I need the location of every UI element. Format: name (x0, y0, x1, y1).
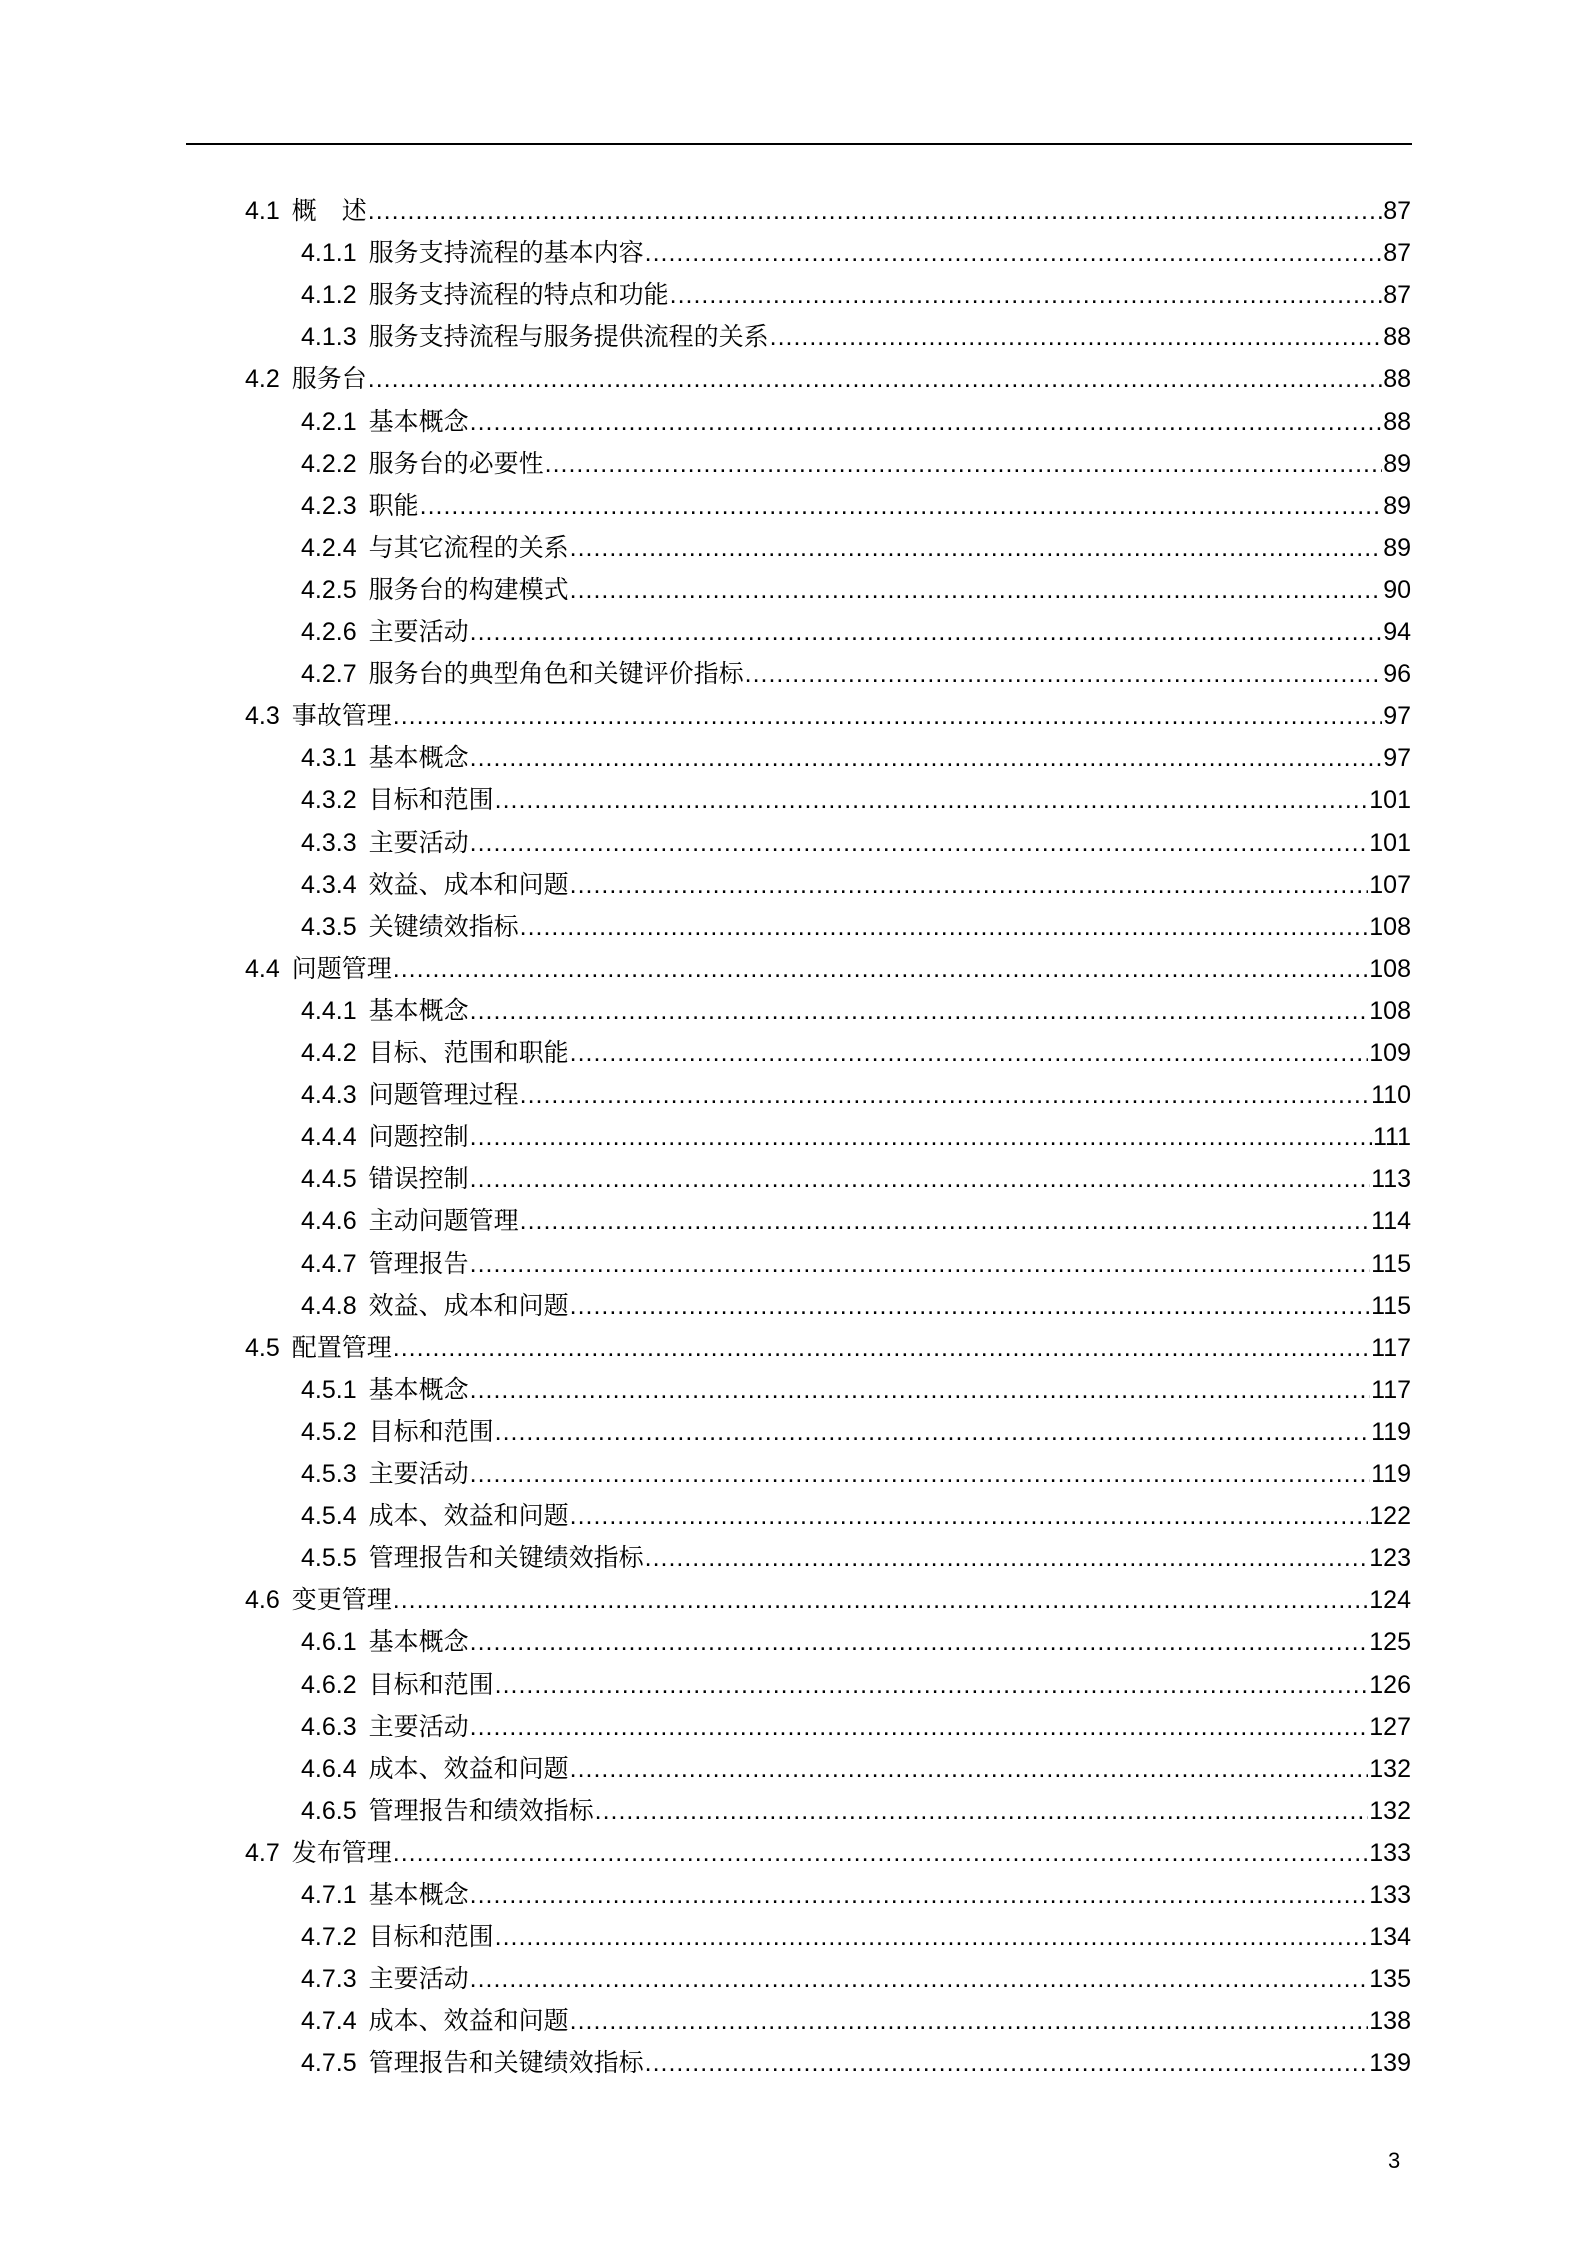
dot-leader (495, 779, 1369, 821)
toc-entry-number: 4.4.2 (301, 1039, 357, 1067)
toc-entry-number: 4.1.2 (301, 281, 357, 310)
dot-leader (520, 906, 1369, 948)
toc-subsection-link[interactable] (301, 864, 1411, 906)
toc-entry-number: 4.5.3 (301, 1460, 357, 1488)
dot-leader (470, 990, 1369, 1032)
dot-leader (470, 1158, 1371, 1200)
toc-entry-number: 4.5.2 (301, 1417, 357, 1446)
toc-entry-page: 114 (1371, 1207, 1411, 1236)
dot-leader (470, 401, 1383, 443)
toc-entry-page: 97 (1383, 744, 1411, 773)
toc-entry-number: 4.4.5 (301, 1165, 357, 1194)
toc-entry-number: 4.4.8 (301, 1291, 357, 1320)
toc-section-link[interactable] (245, 1832, 1411, 1874)
toc-entry-number: 4.6.3 (301, 1712, 357, 1741)
toc-entry-number: 4.1.3 (301, 323, 357, 352)
toc-entry-title: 概 述 (291, 197, 367, 225)
dot-leader (470, 822, 1369, 864)
toc-entry-number: 4.4.1 (301, 996, 357, 1025)
dot-leader (368, 190, 1382, 232)
toc-entry-page: 119 (1371, 1460, 1411, 1488)
toc-entry-title: 与其它流程的关系 (368, 533, 569, 562)
dot-leader (645, 232, 1383, 274)
toc-entry-number: 4.2.1 (301, 407, 357, 436)
toc-entry-title: 基本概念 (368, 1881, 469, 1909)
toc-entry-number: 4.5.5 (301, 1544, 357, 1573)
toc-entry-page: 138 (1369, 2007, 1411, 2036)
dot-leader (570, 527, 1383, 569)
toc-entry-title: 变更管理 (291, 1586, 392, 1615)
toc-entry-title: 管理报告 (368, 1249, 469, 1278)
toc-entry-number: 4.3 (245, 702, 280, 731)
toc-entry-title: 发布管理 (291, 1838, 392, 1867)
toc-entry-title: 管理报告和关键绩效指标 (368, 1544, 644, 1573)
dot-leader (670, 274, 1383, 316)
toc-subsection-link[interactable] (301, 1621, 1411, 1663)
toc-entry-number: 4.4.6 (301, 1207, 357, 1236)
toc-subsection-link[interactable] (301, 2042, 1411, 2084)
dot-leader (570, 864, 1369, 906)
dot-leader (495, 1411, 1371, 1453)
toc-subsection-link[interactable] (301, 1158, 1411, 1200)
toc-entry-number: 4.7.1 (301, 1881, 357, 1909)
toc-entry-number: 4.2 (245, 365, 280, 394)
toc-subsection-link[interactable] (301, 1032, 1411, 1074)
dot-leader (470, 1369, 1371, 1411)
toc-entry-page: 132 (1369, 1754, 1411, 1783)
dot-leader (470, 1874, 1369, 1916)
toc-entry-page: 94 (1383, 618, 1411, 646)
toc-entry-title: 目标和范围 (368, 1923, 494, 1952)
toc-entry-page: 88 (1383, 407, 1411, 436)
toc-subsection-link[interactable] (301, 1537, 1411, 1579)
toc-entry-page: 108 (1369, 912, 1411, 941)
toc-entry-number: 4.4.4 (301, 1123, 357, 1152)
dot-leader (570, 2000, 1369, 2042)
toc-entry-number: 4.3.2 (301, 786, 357, 815)
toc-entry-number: 4.4.3 (301, 1081, 357, 1110)
toc-subsection-link[interactable] (301, 316, 1411, 358)
toc-subsection-link[interactable] (301, 1790, 1411, 1832)
toc-entry-title: 基本概念 (368, 1375, 469, 1404)
toc-section-link[interactable] (245, 1327, 1411, 1369)
dot-leader (570, 569, 1383, 611)
toc-section-link[interactable] (245, 190, 1411, 232)
toc-section-link[interactable] (245, 948, 1411, 990)
page-number: 3 (1388, 2148, 1401, 2173)
toc-entry-title: 错误控制 (368, 1165, 469, 1194)
header-rule (186, 143, 1412, 145)
dot-leader (393, 1579, 1369, 1621)
dot-leader (470, 1706, 1369, 1748)
toc-entry-number: 4.1.1 (301, 239, 357, 268)
toc-entry-title: 服务支持流程的基本内容 (368, 239, 644, 268)
toc-subsection-link[interactable] (301, 1495, 1411, 1537)
toc-entry-number: 4.6.1 (301, 1628, 357, 1657)
toc-entry-title: 服务台的典型角色和关键评价指标 (368, 660, 744, 689)
toc-entry-page: 88 (1383, 323, 1411, 352)
toc-entry-title: 事故管理 (291, 702, 392, 731)
toc-entry-page: 101 (1369, 828, 1411, 857)
dot-leader (470, 611, 1383, 653)
toc-entry-page: 89 (1383, 533, 1411, 562)
toc-subsection-link[interactable] (301, 737, 1411, 779)
toc-entry-page: 124 (1369, 1586, 1411, 1615)
toc-entry-page: 117 (1371, 1375, 1411, 1404)
toc-entry-title: 服务台的必要性 (368, 449, 544, 478)
toc-entry-page: 119 (1371, 1417, 1411, 1446)
toc-subsection-link[interactable] (301, 1664, 1411, 1706)
toc-entry-page: 126 (1369, 1670, 1411, 1699)
toc-entry-number: 4.3.3 (301, 828, 357, 857)
toc-entry-page: 133 (1369, 1881, 1411, 1909)
dot-leader (470, 1116, 1372, 1158)
toc-entry-page: 89 (1383, 491, 1411, 520)
toc-entry-title: 问题管理过程 (368, 1081, 519, 1110)
toc-subsection-link[interactable] (301, 401, 1411, 443)
toc-entry-title: 成本、效益和问题 (368, 1754, 569, 1783)
toc-section-link[interactable] (245, 1579, 1411, 1621)
toc-entry-page: 111 (1372, 1123, 1411, 1152)
toc-entry-number: 4.3.4 (301, 870, 357, 899)
toc-entry-title: 管理报告和绩效指标 (368, 1796, 594, 1825)
dot-leader (420, 485, 1383, 527)
dot-leader (470, 1243, 1371, 1285)
toc-subsection-link[interactable] (301, 822, 1411, 864)
toc-entry-page: 123 (1369, 1544, 1411, 1573)
dot-leader (470, 737, 1383, 779)
toc-subsection-link[interactable] (301, 1916, 1411, 1958)
toc-entry-title: 效益、成本和问题 (368, 870, 569, 899)
toc-entry-title: 服务台的构建模式 (368, 575, 569, 604)
toc-entry-page: 117 (1371, 1333, 1411, 1362)
toc-entry-number: 4.4.7 (301, 1249, 357, 1278)
toc-entry-page: 133 (1369, 1838, 1411, 1867)
toc-entry-number: 4.7 (245, 1838, 280, 1867)
toc-entry-title: 目标、范围和职能 (368, 1039, 569, 1067)
toc-entry-page: 108 (1369, 954, 1411, 983)
toc-entry-number: 4.5.4 (301, 1502, 357, 1531)
dot-leader (393, 695, 1382, 737)
toc-entry-number: 4.6.5 (301, 1796, 357, 1825)
toc-entry-number: 4.5.1 (301, 1375, 357, 1404)
toc-entry-number: 4.6.2 (301, 1670, 357, 1699)
toc-subsection-link[interactable] (301, 611, 1411, 653)
toc-entry-title: 主要活动 (368, 828, 469, 857)
dot-leader (470, 1958, 1369, 2000)
toc-entry-title: 服务支持流程的特点和功能 (368, 281, 669, 310)
toc-subsection-link[interactable] (301, 569, 1411, 611)
dot-leader (393, 1327, 1370, 1369)
toc-entry-page: 125 (1369, 1628, 1411, 1657)
toc-entry-title: 服务台 (291, 365, 367, 394)
toc-entry-page: 134 (1369, 1923, 1411, 1952)
toc-entry-title: 效益、成本和问题 (368, 1291, 569, 1320)
toc-entry-page: 107 (1369, 870, 1411, 899)
toc-entry-page: 110 (1371, 1081, 1411, 1110)
toc-subsection-link[interactable] (301, 274, 1411, 316)
toc-entry-number: 4.2.6 (301, 618, 357, 646)
toc-subsection-link[interactable] (301, 1874, 1411, 1916)
toc-subsection-link[interactable] (301, 485, 1411, 527)
toc-entry-number: 4.3.1 (301, 744, 357, 773)
toc-entry-page: 87 (1383, 281, 1411, 310)
toc-section-link[interactable] (245, 358, 1411, 400)
dot-leader (393, 948, 1369, 990)
dot-leader (495, 1664, 1369, 1706)
toc-entry-page: 108 (1369, 996, 1411, 1025)
toc-subsection-link[interactable] (301, 1243, 1411, 1285)
dot-leader (645, 2042, 1369, 2084)
toc-entry-number: 4.2.5 (301, 575, 357, 604)
toc-entry-page: 135 (1369, 1965, 1411, 1994)
toc-entry-number: 4.2.3 (301, 491, 357, 520)
toc-entry-number: 4.2.7 (301, 660, 357, 689)
toc-entry-number: 4.7.4 (301, 2007, 357, 2036)
toc-entry-page: 127 (1369, 1712, 1411, 1741)
toc-entry-page: 97 (1383, 702, 1411, 731)
toc-subsection-link[interactable] (301, 1453, 1411, 1495)
toc-entry-title: 基本概念 (368, 744, 469, 773)
toc-entry-number: 4.1 (245, 197, 280, 225)
toc-subsection-link[interactable] (301, 232, 1411, 274)
toc-entry-title: 主要活动 (368, 1965, 469, 1994)
toc-subsection-link[interactable] (301, 1411, 1411, 1453)
dot-leader (570, 1285, 1371, 1327)
toc-entry-number: 4.6 (245, 1586, 280, 1615)
toc-subsection-link[interactable] (301, 443, 1411, 485)
toc-subsection-link[interactable] (301, 653, 1411, 695)
toc-entry-title: 关键绩效指标 (368, 912, 519, 941)
toc-subsection-link[interactable] (301, 779, 1411, 821)
toc-entry-title: 目标和范围 (368, 786, 494, 815)
dot-leader (393, 1832, 1369, 1874)
toc-entry-number: 4.7.2 (301, 1923, 357, 1952)
dot-leader (570, 1748, 1369, 1790)
toc-entry-title: 服务支持流程与服务提供流程的关系 (368, 323, 769, 352)
dot-leader (645, 1537, 1369, 1579)
toc-entry-number: 4.5 (245, 1333, 280, 1362)
toc-entry-page: 122 (1369, 1502, 1411, 1531)
dot-leader (520, 1074, 1371, 1116)
toc-subsection-link[interactable] (301, 906, 1411, 948)
toc-subsection-link[interactable] (301, 1074, 1411, 1116)
toc-entry-title: 目标和范围 (368, 1670, 494, 1699)
toc-entry-title: 目标和范围 (368, 1417, 494, 1446)
toc-entry-title: 基本概念 (368, 1628, 469, 1657)
toc-entry-page: 132 (1369, 1796, 1411, 1825)
toc-subsection-link[interactable] (301, 1369, 1411, 1411)
toc-subsection-link[interactable] (301, 1285, 1411, 1327)
toc-entry-title: 主要活动 (368, 1712, 469, 1741)
toc-entry-title: 主动问题管理 (368, 1207, 519, 1236)
toc-entry-number: 4.2.2 (301, 449, 357, 478)
toc-entry-number: 4.4 (245, 954, 280, 983)
dot-leader (745, 653, 1383, 695)
toc-entry-page: 87 (1383, 239, 1411, 268)
toc-entry-title: 管理报告和关键绩效指标 (368, 2049, 644, 2078)
toc-entry-title: 主要活动 (368, 618, 469, 646)
toc-entry-page: 90 (1383, 575, 1411, 604)
dot-leader (470, 1453, 1371, 1495)
dot-leader (595, 1790, 1369, 1832)
toc-entry-page: 88 (1383, 365, 1411, 394)
toc-entry-number: 4.2.4 (301, 533, 357, 562)
toc-entry-title: 成本、效益和问题 (368, 2007, 569, 2036)
toc-entry-title: 主要活动 (368, 1460, 469, 1488)
dot-leader (570, 1032, 1369, 1074)
toc-entry-page: 113 (1371, 1165, 1411, 1194)
toc-subsection-link[interactable] (301, 527, 1411, 569)
toc-subsection-link[interactable] (301, 1116, 1411, 1158)
toc-entry-page: 96 (1383, 660, 1411, 689)
toc-subsection-link[interactable] (301, 1706, 1411, 1748)
toc-entry-page: 139 (1369, 2049, 1411, 2078)
dot-leader (470, 1621, 1369, 1663)
toc-entry-title: 职能 (368, 491, 419, 520)
toc-entry-title: 配置管理 (291, 1333, 392, 1362)
toc-entry-number: 4.3.5 (301, 912, 357, 941)
dot-leader (570, 1495, 1369, 1537)
toc-entry-number: 4.7.5 (301, 2049, 357, 2078)
toc-subsection-link[interactable] (301, 1958, 1411, 2000)
toc-entry-page: 101 (1369, 786, 1411, 815)
dot-leader (545, 443, 1383, 485)
toc-entry-title: 问题控制 (368, 1123, 469, 1152)
toc-section-link[interactable] (245, 695, 1411, 737)
dot-leader (770, 316, 1383, 358)
toc-entry-title: 基本概念 (368, 996, 469, 1025)
toc-subsection-link[interactable] (301, 990, 1411, 1032)
toc-subsection-link[interactable] (301, 1200, 1411, 1242)
toc-entry-page: 109 (1369, 1039, 1411, 1067)
dot-leader (368, 358, 1382, 400)
toc-entry-page: 89 (1383, 449, 1411, 478)
dot-leader (495, 1916, 1369, 1958)
toc-entry-title: 基本概念 (368, 407, 469, 436)
toc-entry-page: 115 (1371, 1249, 1411, 1278)
toc-entry-page: 115 (1371, 1291, 1411, 1320)
toc-entry-title: 成本、效益和问题 (368, 1502, 569, 1531)
toc-entry-number: 4.6.4 (301, 1754, 357, 1783)
toc-entry-title: 问题管理 (291, 954, 392, 983)
toc-entry-page: 87 (1383, 197, 1411, 225)
dot-leader (520, 1200, 1371, 1242)
toc-subsection-link[interactable] (301, 1748, 1411, 1790)
toc-subsection-link[interactable] (301, 2000, 1411, 2042)
toc-entry-number: 4.7.3 (301, 1965, 357, 1994)
